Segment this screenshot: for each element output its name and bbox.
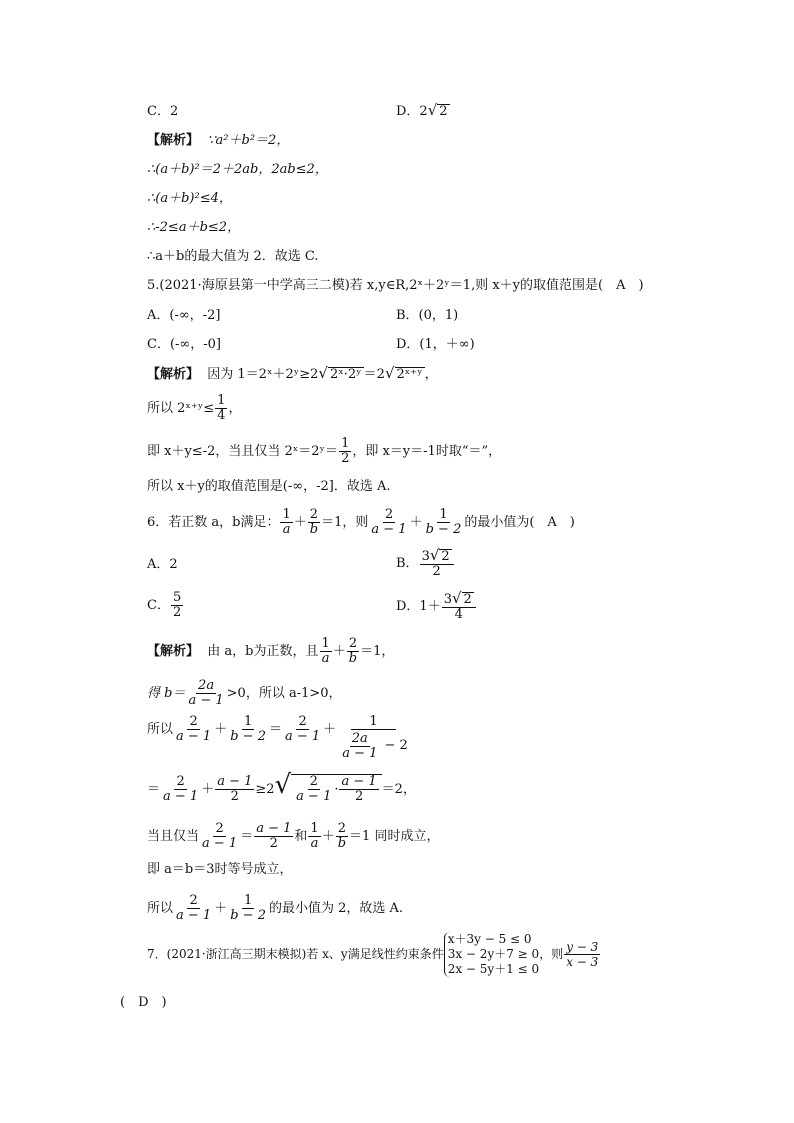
constraint-system: x＋3y − 5 ≤ 0 3x − 2y＋7 ≥ 0 2x − 5y＋1 ≤ 0 — [444, 932, 539, 977]
q5-option-a: A．(-∞，-2] — [147, 308, 221, 323]
q7-stem: 7．(2021·浙江高三期末模拟)若 x、y满足线性约束条件 x＋3y − 5 ≤ 0 3x − 2y＋7 ≥ 0 2x − 5y＋1 ≤ 0 ，则 $\frac{y - 3}{x - 3}$ — [147, 932, 599, 976]
solution-tag: 【解析】 — [147, 367, 200, 382]
fraction: $\frac{2}{a - 1}$ — [176, 893, 212, 923]
solution-tag: 【解析】 — [147, 644, 200, 659]
fraction: 1 $\frac{2a}{a - 1}$ − 2 — [342, 714, 408, 761]
q5-option-b: B．(0，1) — [396, 308, 459, 323]
q4-solution-line-4: ∴-2≤a＋b≤2， — [147, 220, 241, 235]
fraction: $\frac{1}{b - 2}$ — [230, 714, 266, 744]
fraction: $\frac{1}{b - 2}$ — [230, 893, 266, 923]
fraction: $\frac{2}{a - 1}$ — [176, 714, 212, 744]
q4-solution-line-1 — [147, 132, 289, 150]
q5-stem: 5.(2021·海原县第一中学高三二模)若 x,y∈R,2ˣ＋2ʸ＝1,则 x＋y的取值范围是( A ) — [147, 278, 644, 293]
q7-answer: ( D ) — [120, 995, 167, 1010]
fraction: $\frac{2}{b}$ — [348, 636, 358, 666]
fraction: $\frac{2}{a - 1}$ — [202, 821, 238, 851]
q6-stem: 6．若正数 a，b满足： $\frac{1}{a}$ ＋ $\frac{2}{b}$ ＝1，则 $\frac{2}{a - 1}$ ＋ $\frac{1}{b - 2}$ 的最小值为( A ) — [147, 507, 575, 537]
q4-option-d-prefix: D．2 — [396, 104, 428, 119]
q6-option-c: C． $\frac{5}{2}$ — [147, 590, 182, 620]
fraction: $\frac{2}{a - 1}$ — [371, 507, 407, 537]
q6-solution-line-4: ＝ $\frac{2}{a - 1}$ ＋ $\frac{a - 1}{2}$ ≥2√ $\frac{2}{a - 1}$ · $\frac{a - 1}{2}$ ＝2， — [147, 770, 416, 804]
q6-solution-line-3: 所以 $\frac{2}{a - 1}$ ＋ $\frac{1}{b - 2}$ ＝ $\frac{2}{a - 1}$ ＋ 1 $\frac{2a}{a - 1}$ − 2 — [147, 714, 408, 761]
q6-solution-line-7: 所以 $\frac{2}{a - 1}$ ＋ $\frac{1}{b - 2}$ 的最小值为 2，故选 A. — [147, 893, 404, 923]
q4-solution-line-5: ∴a＋b的最大值为 2．故选 C. — [147, 249, 319, 264]
q5-solution-line-3: 即 x＋y≤-2，当且仅当 2ˣ＝2ʸ＝ $\frac{1}{2}$ ，即 x＝y＝-1时取“＝”， — [147, 436, 502, 466]
fraction: $\frac{2}{b}$ — [337, 821, 347, 851]
fraction: $\frac{1}{b - 2}$ — [425, 507, 462, 537]
q4-solution-line-3: ∴(a＋b)²≤4， — [147, 191, 232, 206]
fraction: $\frac{3√ 2}{2}$ — [420, 548, 454, 579]
q5-solution-line-2: 所以 2ˣ⁺ʸ≤ $\frac{1}{4}$ ， — [147, 393, 242, 423]
fraction: $\frac{5}{2}$ — [172, 590, 182, 620]
q5-solution-line-4: 所以 x＋y的取值范围是(-∞，-2]．故选 A. — [147, 479, 391, 494]
q6-option-d: D．1＋ $\frac{3√ 2}{4}$ — [396, 591, 477, 622]
q6-solution-line-2: 得 b＝ $\frac{2a}{a - 1}$ >0，所以 a-1>0， — [147, 678, 342, 708]
q6-solution-line-1: 【解析】 由 a，b为正数，且 $\frac{1}{a}$ ＋ $\frac{2}{b}$ ＝1， — [147, 636, 395, 666]
fraction: $\frac{1}{a}$ — [321, 636, 330, 666]
q6-solution-line-5: 当且仅当 $\frac{2}{a - 1}$ ＝ $\frac{a - 1}{2}$ 和 $\frac{1}{a}$ ＋ $\frac{2}{b}$ ＝1 同时成立， — [147, 821, 440, 851]
fraction: $\frac{2}{a - 1}$ — [284, 714, 321, 744]
fraction: $\frac{y - 3}{x - 3}$ — [566, 940, 599, 969]
fraction: $\frac{a - 1}{2}$ — [256, 821, 292, 851]
fraction: $\frac{1}{4}$ — [217, 393, 226, 423]
q6-solution-line-6: 即 a＝b＝3时等号成立， — [147, 862, 293, 877]
q4-solution-line-2: ∴(a＋b)²＝2＋2ab，2ab≤2， — [147, 162, 328, 177]
fraction: $\frac{2}{a - 1}$ — [163, 774, 199, 804]
solution-tag: 【解析】 — [147, 133, 200, 148]
q5-option-c: C．(-∞，-0] — [147, 337, 221, 352]
radicand: $\frac{2}{a - 1}$ · $\frac{a - 1}{2}$ — [291, 774, 382, 804]
q5-option-d: D．(1，＋∞) — [396, 337, 475, 352]
radicand: 2ˣ·2ʸ — [329, 367, 362, 382]
radicand: 2ˣ⁺ʸ — [396, 367, 423, 382]
fraction: $\frac{2}{b}$ — [309, 507, 319, 537]
fraction: $\frac{a - 1}{2}$ — [217, 774, 253, 804]
fraction: $\frac{1}{a}$ — [310, 821, 319, 851]
solution-text: ∵a²＋b²＝2， — [207, 133, 290, 148]
q6-option-a: A．2 — [147, 557, 178, 572]
q4-option-d-radicand: 2 — [439, 104, 448, 119]
fraction: $\frac{3√ 2}{4}$ — [442, 591, 476, 622]
q4-option-d: D．2√ 2 — [396, 101, 448, 119]
fraction: $\frac{1}{2}$ — [341, 436, 350, 466]
fraction: $\frac{1}{a}$ — [282, 507, 291, 537]
q6-option-b: B． $\frac{3√ 2}{2}$ — [396, 548, 455, 579]
q4-option-c: C．2 — [147, 104, 179, 119]
q5-solution-line-1: 【解析】 因为 1＝2ˣ＋2ʸ≥2√ 2ˣ·2ʸ ＝2√ 2ˣ⁺ʸ ， — [147, 364, 438, 382]
fraction: $\frac{2a}{a - 1}$ — [188, 678, 224, 708]
